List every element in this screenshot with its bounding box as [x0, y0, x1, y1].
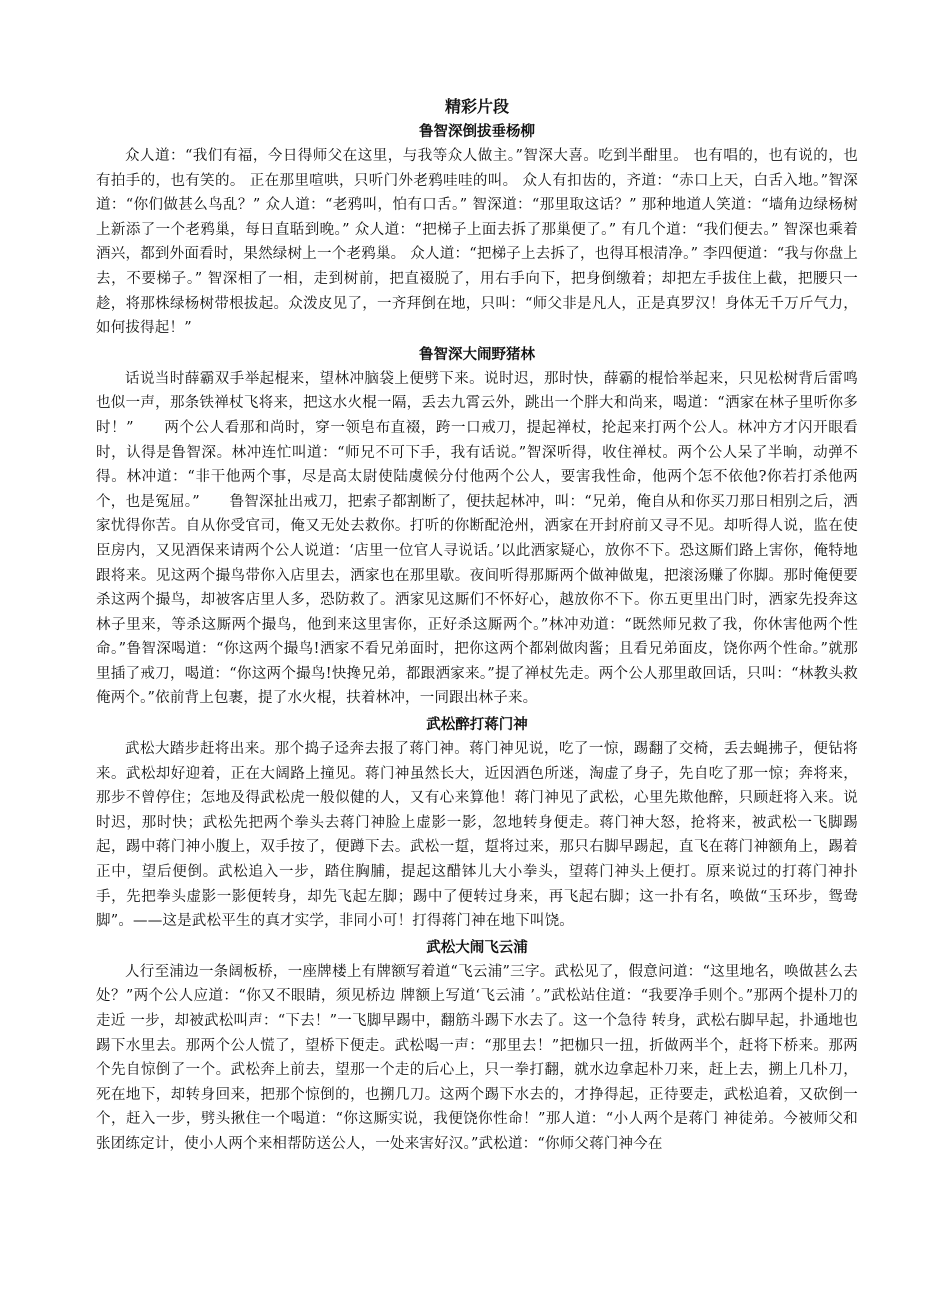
section-paragraph-3: 武松大踏步赶将出来。那个捣子迳奔去报了蒋门神。蒋门神见说，吃了一惊，踢翻了交椅，丢去蝇拂子，便钻将来。武松却好迎着，正在大阔路上撞见。蒋门神虽然长大，近因酒色所迷，淘虚了身子，先自吃了那一惊；奔将来，那步不曾停住；怎地及得武松虎一般似健的人，又有心来算他！蒋门神见了武松，心里先欺他醉，只顾赶将入来。说时迟，那时快；武松先把两个拳头去蒋门神脸上虚影一影，忽地转身便走。蒋门神大怒，抢将来，被武松一飞脚踢起，踢中蒋门神小腹上，双手按了，便蹲下去。武松一踅，踅将过来，那只右脚早踢起，直飞在蒋门神额角上，踢着正中，望后便倒。武松追入一步，踏住胸脯，提起这醋钵儿大小拳头，望蒋门神头上便打。原来说过的打蒋门神扑手，先把拳头虚影一影便转身，却先飞起左脚；踢中了便转过身来，再飞起右脚；这一扑有名，唤做“玉环步，鸳鸯脚”。——这是武松平生的真才实学，非同小可！打得蒋门神在地下叫饶。	[96, 741, 858, 930]
section-paragraph-4: 人行至浦边一条阔板桥，一座牌楼上有牌额写着道“飞云浦”三字。武松见了，假意问道：“这里地名，唤做甚么去处？”两个公人应道：“你又不眼睛，须见桥边 牌额上写道‘飞云浦 ’。”武松站住道：“我要净手则个。”那两个提朴刀的走近 一步，却被武松叫声：“下去！”一飞脚早踢中，翻筋斗踢下水去了。这一个急待 转身，武松右脚早起，扑通地也踢下水里去。那两个公人慌了，望桥下便走。武松喝一声：“那里去！”把枷只一扭，折做两半个，赶将下桥来。那两个先自惊倒了一个。武松奔上前去，望那一个走的后心上，只一拳打翻，就水边拿起朴刀来，赶上去，搠上几朴刀，死在地下，却转身回来，把那个惊倒的，也搠几刀。这两个踢下水去的，才挣得起，正待要走，武松追着，又砍倒一个，赶入一步，劈头揪住一个喝道：“你这厮实说，我便饶你性命！”那人道：“小人两个是蒋门 神徒弟。今被师父和张团练定计，使小人两个来相帮防送公人，一处来害好汉。”武松道：“你师父蒋门神今在	[96, 963, 858, 1152]
section-heading-3: 武松醉打蒋门神	[426, 717, 528, 734]
section-heading-4: 武松大闹飞云浦	[426, 939, 528, 956]
section-heading-1: 鲁智深倒拔垂杨柳	[419, 124, 535, 140]
section-heading-2: 鲁智深大闹野猪林	[419, 346, 535, 363]
section-paragraph-1: 众人道：“我们有福，今日得师父在这里，与我等众人做主。”智深大喜。吃到半酣里。 也有唱的，也有说的，也有拍手的，也有笑的。 正在那里喧哄，只听门外老鸦哇哇的叫。 众人有扣齿的，齐道：“赤口上天，白舌入地。”智深道：“你们做甚么鸟乱？” 众人道：“老鸦叫，怕有口舌。” 智深道：“那里取这话？” 那种地道人笑道：“墙角边绿杨树上新添了一个老鸦巢，每日直聒到晚。” 众人道：“把梯子上面去拆了那巢便了。” 有几个道：“我们便去。” 智深也乘着酒兴，都到外面看时，果然绿树上一个老鸦巢。 众人道：“把梯子上去拆了，也得耳根清净。” 李四便道：“我与你盘上去，不要梯子。” 智深相了一相，走到树前，把直裰脱了，用右手向下，把身倒缴着；却把左手拔住上截，把腰只一趁，将那株绿杨树带根拔起。众泼皮见了，一齐拜倒在地，只叫：“师父非是凡人，正是真罗汉！身体无千万斤气力，如何拔得起！”	[96, 148, 858, 337]
document-title: 精彩片段	[444, 97, 509, 116]
section-paragraph-2: 话说当时薛霸双手举起棍来，望林冲脑袋上便劈下来。说时迟，那时快，薛霸的棍恰举起来，只见松树背后雷鸣也似一声，那条铁禅杖飞将来，把这水火棍一隔，丢去九霄云外，跳出一个胖大和尚来，喝道：“洒家在林子里听你多时！” 两个公人看那和尚时，穿一领皂布直裰，跨一口戒刀，提起禅杖，抡起来打两个公人。林冲方才闪开眼看时，认得是鲁智深。林冲连忙叫道：“师兄不可下手，我有话说。”智深听得，收住禅杖。两个公人呆了半晌，动弹不得。林冲道：“非干他两个事，尽是高太尉使陆虞候分付他两个公人，要害我性命，他两个怎不依他?你若打杀他两个，也是冤屈。” 鲁智深扯出戒刀，把索子都割断了，便扶起林冲，叫：“兄弟，俺自从和你买刀那日相别之后，洒家忧得你苦。自从你受官司，俺又无处去救你。打听的你断配沧州，洒家在开封府前又寻不见。却听得人说，监在使臣房内，又见酒保来请两个公人说道：‘店里一位官人寻说话。’以此洒家疑心，放你不下。恐这厮们路上害你，俺特地跟将来。见这两个撮鸟带你入店里去，洒家也在那里歇。夜间听得那厮两个做神做鬼，把滚汤赚了你脚。那时俺便要杀这两个撮鸟，却被客店里人多，恐防救了。洒家见这厮们不怀好心，越放你不下。你五更里出门时，洒家先投奔这林子里来，等杀这厮两个撮鸟，他到来这里害你，正好杀这厮两个。”林冲劝道：“既然师兄救了我，你休害他两个性命。”鲁智深喝道：“你这两个撮鸟!洒家不看兄弟面时，把你这两个都剁做肉酱；且看兄弟面皮，饶你两个性命。”就那里插了戒刀，喝道：“你这两个撮鸟!快搀兄弟，都跟洒家来。”提了禅杖先走。两个公人那里敢回话，只叫：“林教头救俺两个。”依前背上包裹，提了水火棍，扶着林冲，一同跟出林子来。	[96, 370, 858, 707]
